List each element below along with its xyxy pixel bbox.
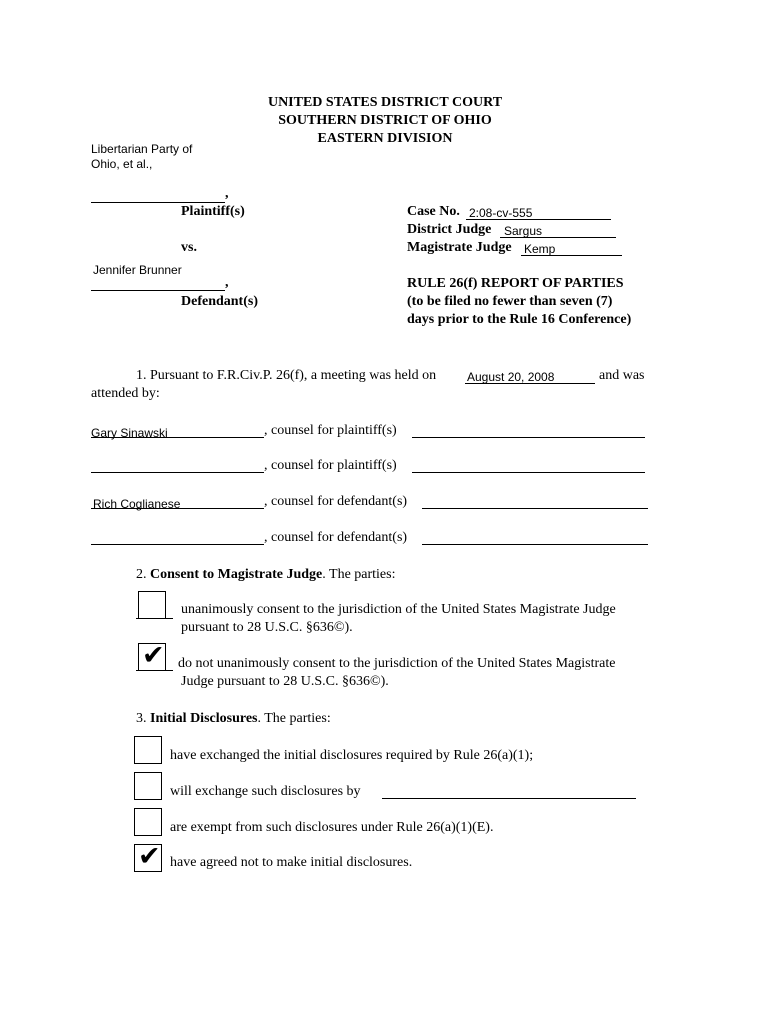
court-name: UNITED STATES DISTRICT COURT <box>267 95 503 110</box>
attendee-name-underline <box>91 508 264 509</box>
court-district: SOUTHERN DISTRICT OF OHIO <box>278 113 492 128</box>
section1-intro-line2: attended by: <box>91 386 160 401</box>
disclosures-date-underline <box>382 798 636 799</box>
attendee-role-label: , counsel for plaintiff(s) <box>264 458 397 473</box>
attendee-name-underline <box>91 544 264 545</box>
attendee-role-label: , counsel for defendant(s) <box>264 530 408 545</box>
defendant-name: Jennifer Brunner <box>93 263 182 277</box>
attendee-name-field[interactable]: Gary Sinawski <box>91 426 168 440</box>
section3-heading <box>136 711 331 727</box>
disclosures-will-exchange-text: will exchange such disclosures by <box>170 784 361 799</box>
district-judge-label: District Judge <box>407 222 492 237</box>
case-number-underline <box>466 219 611 220</box>
plaintiff-comma: , <box>225 186 229 201</box>
district-judge-field[interactable]: Sargus <box>504 224 543 238</box>
defendant-comma: , <box>225 275 229 290</box>
checkbox-underline <box>136 670 173 671</box>
district-judge-underline <box>500 237 616 238</box>
attendee-firm-underline <box>412 472 645 473</box>
attendee-role-label: , counsel for plaintiff(s) <box>264 423 397 438</box>
section1-intro: 1. Pursuant to F.R.Civ.P. 26(f), a meeting was held on <box>136 368 437 383</box>
attendee-role-label: , counsel for defendant(s) <box>264 494 408 509</box>
report-title-line3: days prior to the Rule 16 Conference) <box>407 312 632 327</box>
disclosures-exempt-checkbox[interactable] <box>134 808 162 836</box>
disclosures-exchanged-checkbox[interactable] <box>134 736 162 764</box>
check-mark-icon: ✔ <box>142 640 165 671</box>
plaintiff-name-underline <box>91 202 225 203</box>
disclosures-will-exchange-checkbox[interactable] <box>134 772 162 800</box>
attendee-name-underline <box>91 472 264 473</box>
case-number-field[interactable]: 2:08-cv-555 <box>469 206 533 220</box>
report-title-line2: (to be filed no fewer than seven (7) <box>407 294 613 309</box>
plaintiff-name-line2: Ohio, et al., <box>91 157 153 171</box>
meeting-date-underline <box>465 383 595 384</box>
magistrate-judge-underline <box>521 255 622 256</box>
case-number-label: Case No. <box>407 204 460 219</box>
attendee-name-underline <box>91 437 264 438</box>
magistrate-judge-label: Magistrate Judge <box>407 240 512 255</box>
defendant-name-underline <box>91 290 225 291</box>
no-consent-option-text-line2: Judge pursuant to 28 U.S.C. §636©). <box>181 674 389 689</box>
no-consent-checkbox[interactable] <box>138 640 166 671</box>
section3-intro: . The parties: <box>257 711 331 726</box>
section3-title: Initial Disclosures <box>150 711 258 726</box>
attendee-firm-underline <box>412 437 645 438</box>
attendee-name-field[interactable]: Rich Coglianese <box>93 497 181 511</box>
disclosures-not-made-checkbox[interactable] <box>134 841 162 872</box>
report-title-line1: RULE 26(f) REPORT OF PARTIES <box>407 276 624 291</box>
defendant-label: Defendant(s) <box>181 294 258 309</box>
versus-label: vs. <box>181 240 197 255</box>
attendee-firm-underline <box>422 544 648 545</box>
plaintiff-name-line1: Libertarian Party of <box>91 142 193 156</box>
section2-title: Consent to Magistrate Judge <box>150 567 323 582</box>
section2-heading <box>136 567 396 583</box>
attendee-firm-underline <box>422 508 648 509</box>
checkbox-underline <box>136 618 173 619</box>
section2-intro: . The parties: <box>322 567 396 582</box>
magistrate-judge-field[interactable]: Kemp <box>524 242 556 256</box>
section3-number: 3. <box>136 711 147 726</box>
section1-intro-end: and was <box>599 368 645 383</box>
consent-checkbox[interactable] <box>138 591 166 619</box>
meeting-date-field[interactable]: August 20, 2008 <box>467 370 555 384</box>
consent-option-text-line2: pursuant to 28 U.S.C. §636©). <box>181 620 353 635</box>
disclosures-exempt-text: are exempt from such disclosures under Rule 26(a)(1)(E). <box>170 820 494 835</box>
court-division: EASTERN DIVISION <box>317 131 453 146</box>
plaintiff-label: Plaintiff(s) <box>181 204 245 219</box>
consent-option-text: unanimously consent to the jurisdiction of the United States Magistrate Judge <box>181 602 616 617</box>
no-consent-option-text: do not unanimously consent to the jurisdiction of the United States Magistrate <box>178 656 616 671</box>
disclosures-not-made-text: have agreed not to make initial disclosures. <box>170 855 413 870</box>
check-mark-icon: ✔ <box>138 841 161 872</box>
disclosures-exchanged-text: have exchanged the initial disclosures required by Rule 26(a)(1); <box>170 748 534 763</box>
section2-number: 2. <box>136 567 147 582</box>
